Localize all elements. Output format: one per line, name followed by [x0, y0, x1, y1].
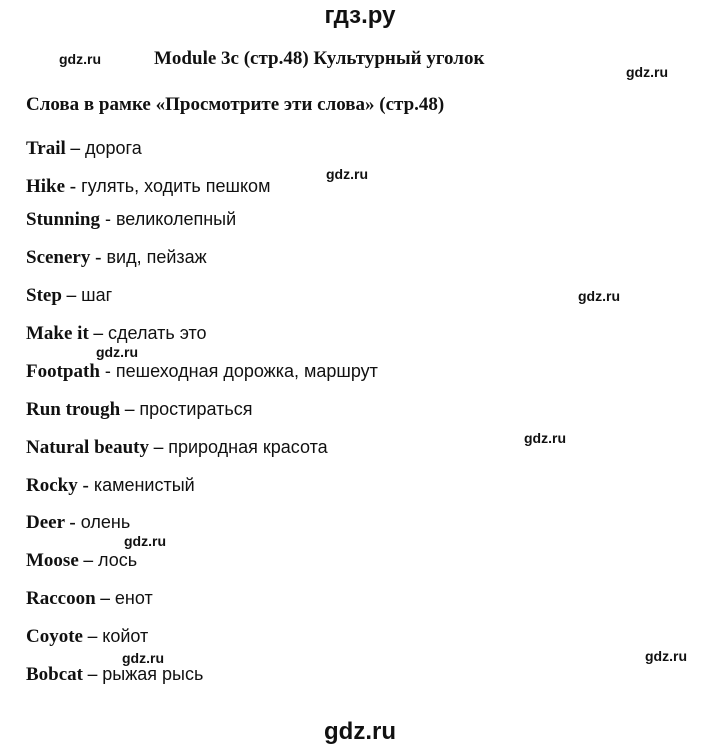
- watermark: gdz.ru: [124, 533, 166, 549]
- section-subtitle: Слова в рамке «Просмотрите эти слова» (стр.48): [26, 94, 445, 115]
- vocab-translation: природная красота: [163, 437, 328, 457]
- vocab-translation: сделать это: [103, 323, 207, 343]
- vocab-term: Make it –: [26, 323, 104, 344]
- vocab-entry: [26, 587, 153, 610]
- vocab-translation: койот: [97, 626, 149, 646]
- site-footer: gdz.ru: [324, 718, 396, 745]
- vocab-translation: дорога: [80, 138, 142, 158]
- watermark: gdz.ru: [626, 64, 668, 80]
- vocab-entry: [26, 549, 137, 572]
- watermark: gdz.ru: [524, 430, 566, 446]
- vocab-translation: шаг: [76, 285, 113, 305]
- vocab-entry: [26, 322, 207, 345]
- vocab-term: Footpath: [26, 361, 100, 382]
- vocab-term: Hike -: [26, 176, 77, 197]
- vocab-entry: [26, 175, 270, 198]
- vocab-term: Raccoon –: [26, 588, 110, 609]
- vocab-term: Rocky -: [26, 475, 89, 496]
- vocab-entry: [26, 474, 195, 497]
- watermark: gdz.ru: [326, 166, 368, 182]
- watermark: gdz.ru: [96, 344, 138, 360]
- vocab-term: Run trough –: [26, 399, 135, 420]
- vocab-entry: [26, 284, 112, 307]
- vocab-entry: [26, 625, 148, 648]
- vocab-entry: [26, 246, 207, 269]
- vocab-term: Moose –: [26, 550, 94, 571]
- vocab-term: Step –: [26, 285, 77, 306]
- watermark: gdz.ru: [578, 288, 620, 304]
- vocab-term: Coyote –: [26, 626, 98, 647]
- page-title: Module 3c (стр.48) Культурный уголок: [154, 48, 485, 69]
- vocab-entry: [26, 663, 203, 686]
- site-header: гдз.ру: [324, 2, 396, 29]
- watermark: gdz.ru: [122, 650, 164, 666]
- vocab-entry: [26, 398, 252, 421]
- watermark: gdz.ru: [645, 648, 687, 664]
- watermark: gdz.ru: [59, 51, 101, 67]
- vocab-translation: енот: [109, 588, 153, 608]
- vocab-term: Stunning: [26, 209, 100, 230]
- vocab-translation: лось: [93, 550, 138, 570]
- vocab-term: Bobcat –: [26, 664, 98, 685]
- vocab-term: Natural beauty –: [26, 437, 164, 458]
- vocab-translation: гулять, ходить пешком: [76, 176, 271, 196]
- vocab-translation: - пешеходная дорожка, маршрут: [99, 361, 378, 381]
- vocab-entry: [26, 360, 378, 383]
- vocab-term: Deer -: [26, 512, 76, 533]
- vocab-translation: простираться: [134, 399, 253, 419]
- vocab-term: Trail –: [26, 138, 81, 159]
- vocab-term: Scenery -: [26, 247, 102, 268]
- vocab-translation: - великолепный: [99, 209, 237, 229]
- vocab-translation: каменистый: [88, 475, 195, 495]
- vocab-entry: [26, 511, 130, 534]
- vocab-translation: вид, пейзаж: [101, 247, 207, 267]
- vocab-translation: олень: [75, 512, 131, 532]
- vocab-entry: [26, 436, 328, 459]
- vocab-entry: [26, 137, 142, 160]
- vocab-entry: [26, 208, 236, 231]
- vocab-translation: рыжая рысь: [97, 664, 204, 684]
